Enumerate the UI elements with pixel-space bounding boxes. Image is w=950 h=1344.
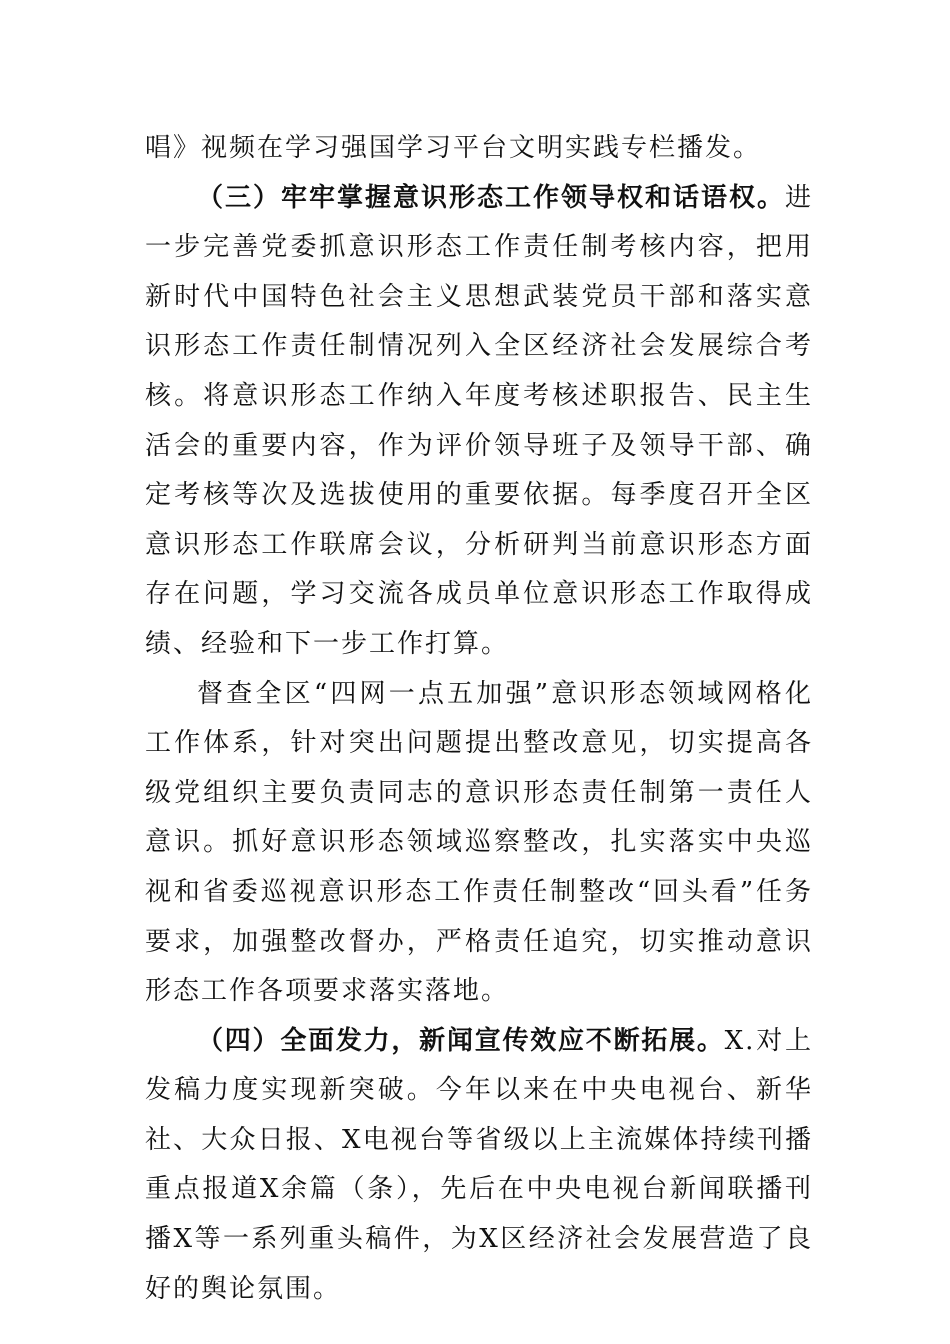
paragraph-text: 进一步完善党委抓意识形态工作责任制考核内容，把用新时代中国特色社会主义思想武装党员干部和落实意识形态工作责任制情况列入全区经济社会发展综合考核。将意识形态工作纳入年度考核述职报告、民主生活会的重要内容，作为评价领导班子及领导干部、确定考核等次及选拔使用的重要依据。每季度召开全区意识形态工作联席会议，分析研判当前意识形态方面存在问题，学习交流各成员单位意识形态工作取得成绩、经验和下一步工作打算。: [145, 182, 813, 659]
paragraph-1: [145, 124, 813, 174]
paragraph-3: [145, 670, 813, 1017]
paragraph-4: [145, 1017, 813, 1315]
document-body: [145, 124, 813, 1314]
paragraph-text: 唱》视频在学习强国学习平台文明实践专栏播发。: [145, 133, 762, 163]
paragraph-2: [145, 174, 813, 670]
paragraph-text: 督查全区“四网一点五加强”意识形态领域网格化工作体系，针对突出问题提出整改意见，切实提高各级党组织主要负责同志的意识形态责任制第一责任人意识。抓好意识形态领域巡察整改，扎实落实中央巡视和省委巡视意识形态工作责任制整改“回头看”任务要求，加强整改督办，严格责任追究，切实推动意识形态工作各项要求落实落地。: [145, 678, 813, 1007]
section-heading-4: （四）全面发力，新闻宣传效应不断拓展。: [197, 1025, 725, 1056]
section-heading-3: （三）牢牢掌握意识形态工作领导权和话语权。: [197, 182, 785, 213]
paragraph-text: X.对上发稿力度实现新突破。今年以来在中央电视台、新华社、大众日报、X电视台等省级以上主流媒体持续刊播重点报道X余篇（条），先后在中央电视台新闻联播刊播X等一系列重头稿件，为X区经济社会发展营造了良好的舆论氛围。: [145, 1025, 813, 1304]
